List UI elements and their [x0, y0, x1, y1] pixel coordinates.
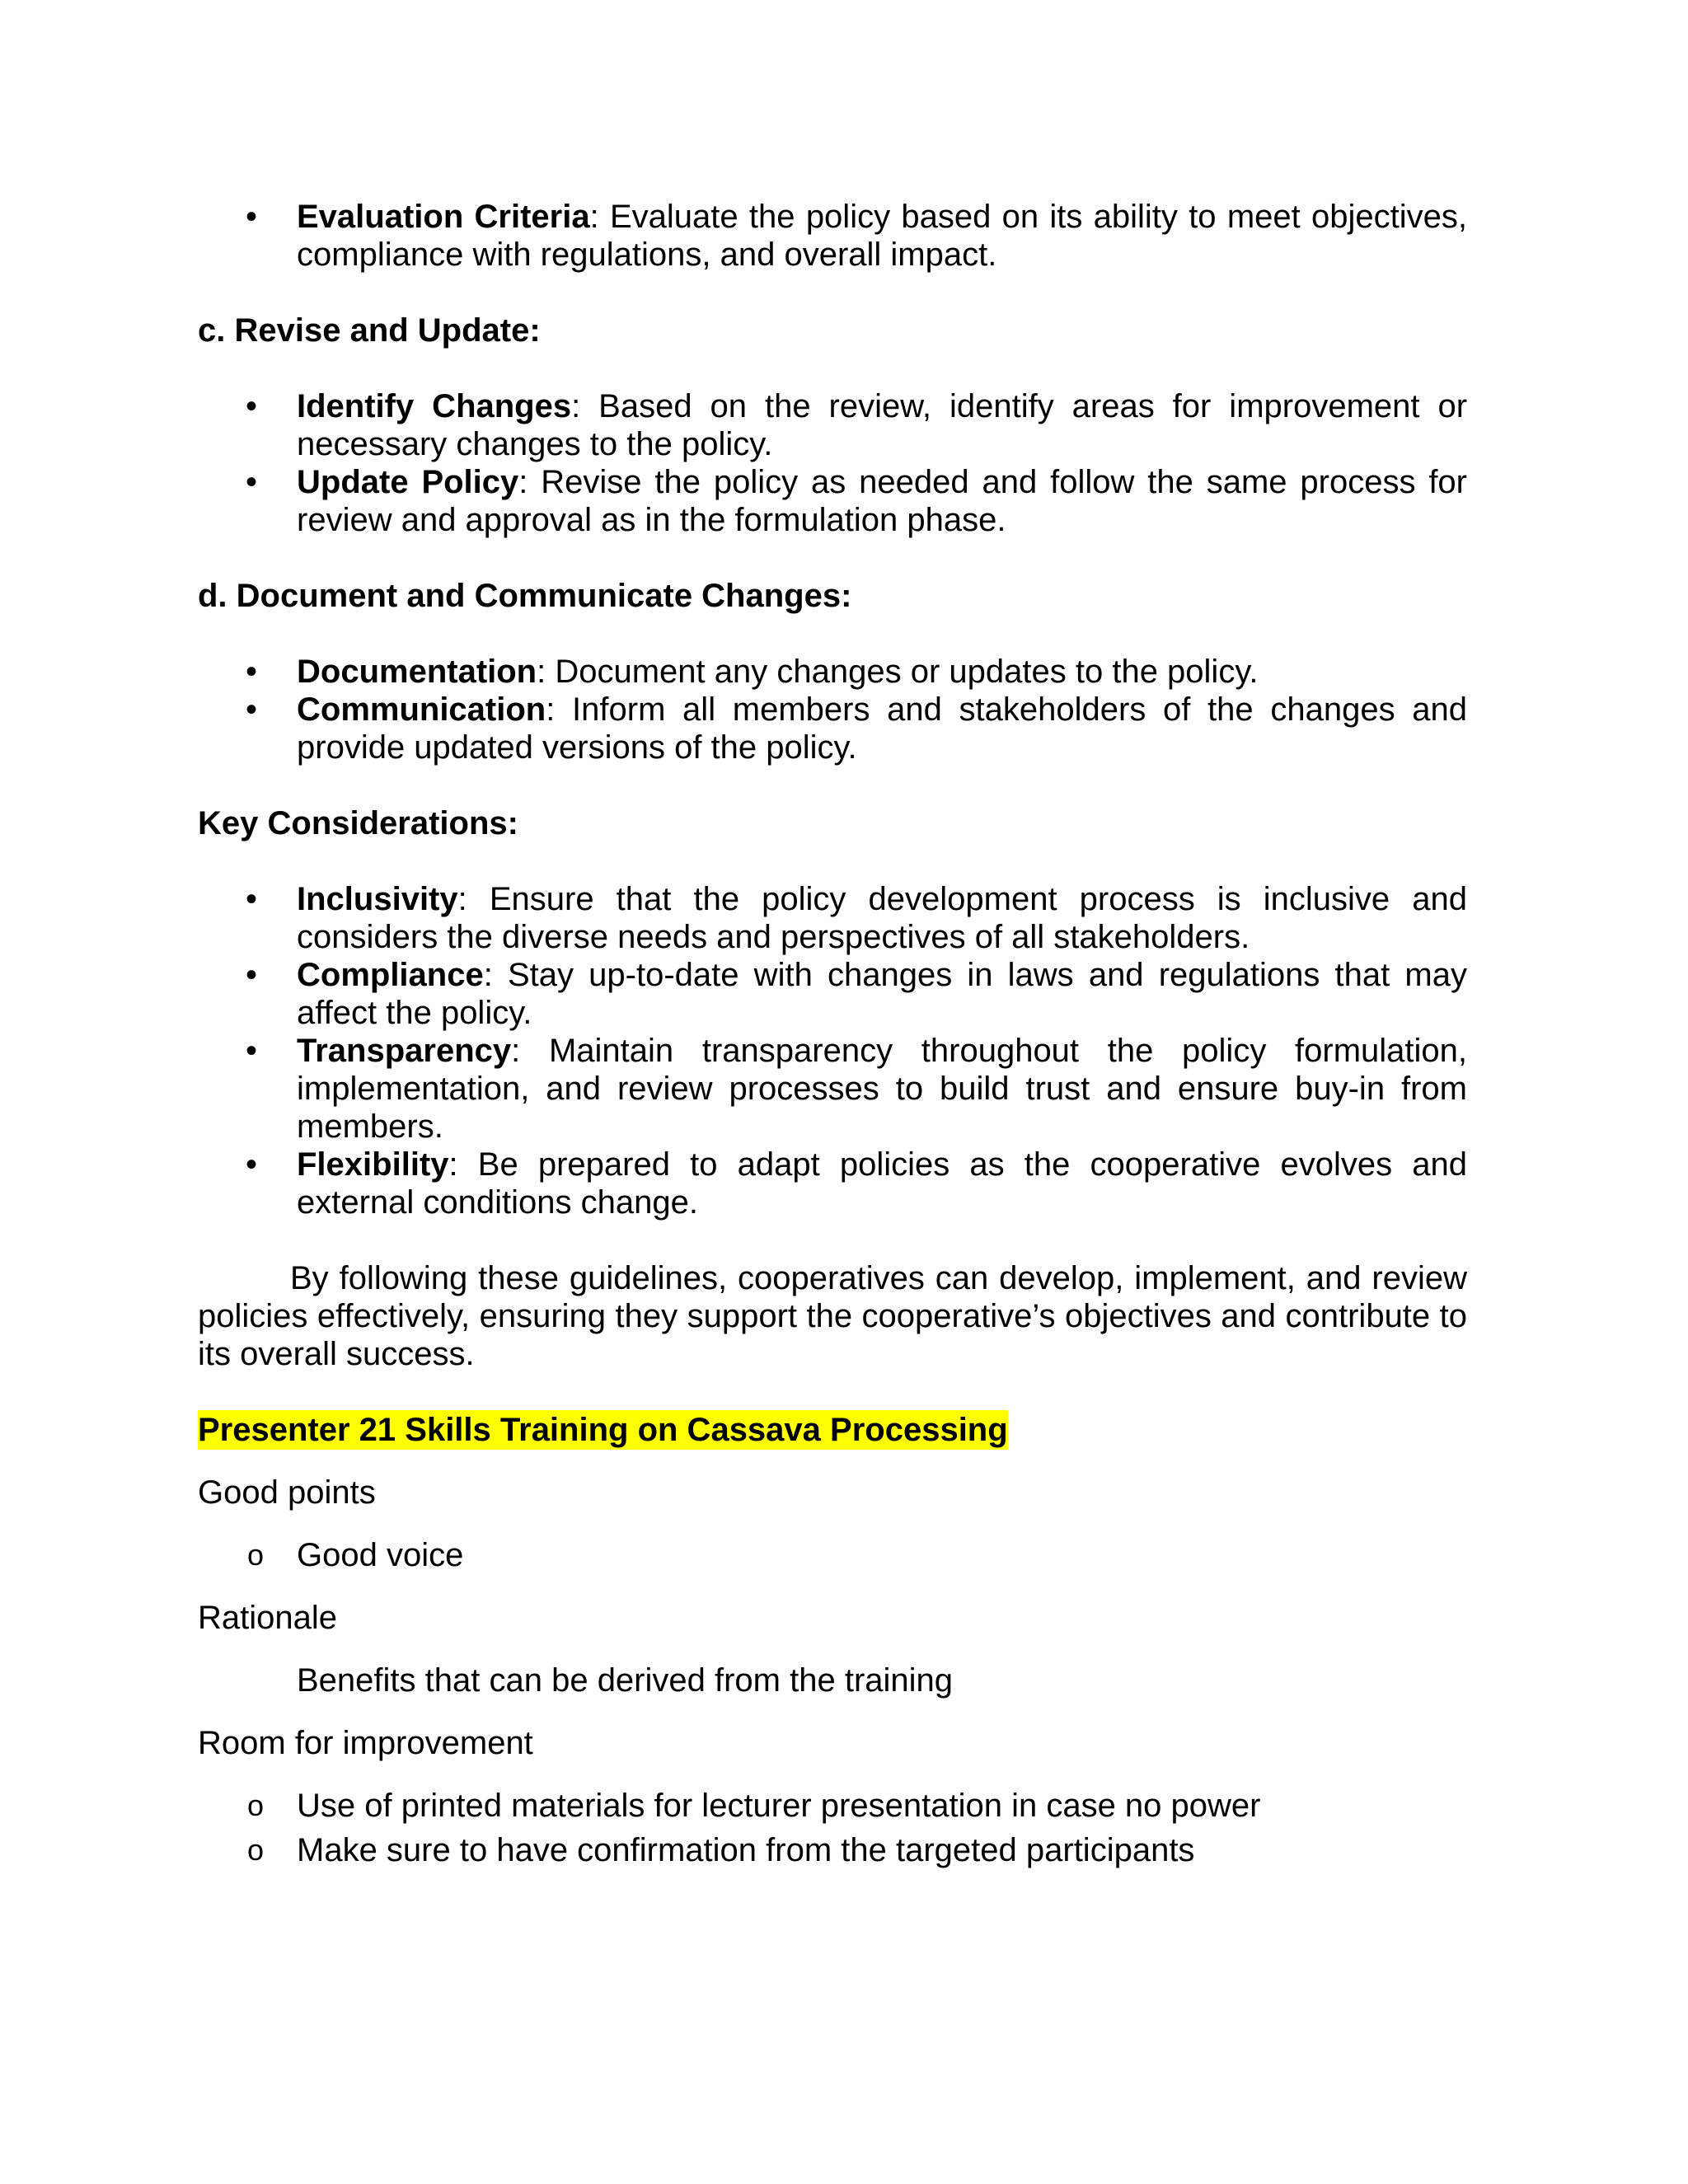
improvement-label: Room for improvement [198, 1725, 533, 1761]
item-term: Identify Changes [297, 388, 572, 424]
list-item [198, 880, 1467, 956]
good-points-label: Good points [198, 1474, 376, 1511]
item-text: Good voice [297, 1537, 464, 1573]
bullet-icon: • [246, 654, 258, 690]
rationale-label: Rationale [198, 1600, 338, 1636]
section-d-list [198, 653, 1467, 766]
list-item [198, 653, 1467, 691]
item-term: Transparency [297, 1033, 512, 1069]
item-text: Use of printed materials for lecturer presentation in case no power [297, 1788, 1261, 1824]
section-d-heading: d. Document and Communicate Changes: [198, 578, 852, 614]
bullet-icon: • [246, 691, 258, 728]
good-points-list [198, 1536, 1467, 1574]
list-item [198, 1831, 1467, 1869]
item-term: Compliance [297, 957, 484, 993]
item-text: : Revise the policy as needed and follow the same process for review and approval as in the formulation phase. [297, 464, 1467, 538]
circle-bullet-icon: o [247, 1833, 265, 1867]
item-text: : Inform all members and stakeholders of the changes and provide updated versions of the policy. [297, 691, 1467, 766]
list-item [198, 387, 1467, 463]
rationale-text: Benefits that can be derived from the training [297, 1662, 954, 1699]
page-content [198, 198, 1467, 1869]
bullet-icon: • [246, 464, 258, 500]
presenter-heading-line [198, 1411, 1467, 1449]
item-term: Flexibility [297, 1146, 449, 1183]
list-item [198, 1032, 1467, 1146]
item-text: : Based on the review, identify areas for improvement or necessary changes to the policy. [297, 388, 1468, 462]
key-considerations-heading: Key Considerations: [198, 805, 518, 841]
item-term: Inclusivity [297, 881, 458, 917]
bullet-icon: • [246, 881, 258, 917]
bullet-icon: • [246, 957, 258, 993]
item-text: : Ensure that the policy development process is inclusive and considers the diverse needs and perspectives of all stakeholders. [297, 881, 1467, 955]
list-item [198, 1536, 1467, 1574]
item-text: : Stay up-to-date with changes in laws and regulations that may affect the policy. [297, 957, 1467, 1031]
closing-paragraph: By following these guidelines, cooperatives can develop, implement, and review policies effectively, ensuring they support the cooperative’s objectives and contribute to its overall success. [198, 1260, 1467, 1372]
item-text: : Maintain transparency throughout the policy formulation, implementation, and review processes to build trust and ensure buy-in from members. [297, 1033, 1467, 1145]
list-item [198, 463, 1467, 539]
list-item [198, 956, 1467, 1032]
circle-bullet-icon: o [247, 1538, 265, 1572]
improvement-list [198, 1787, 1467, 1869]
item-text: : Document any changes or updates to the policy. [537, 654, 1259, 690]
bullet-icon: • [246, 388, 258, 424]
item-term: Update Policy [297, 464, 519, 500]
bullet-icon: • [246, 1146, 258, 1183]
section-c-list [198, 387, 1467, 539]
item-text: : Evaluate the policy based on its ability to meet objectives, compliance with regulations, and overall impact. [297, 199, 1468, 273]
list-item [198, 198, 1467, 274]
list-item [198, 1146, 1467, 1221]
list-item [198, 691, 1467, 766]
item-text: : Be prepared to adapt policies as the cooperative evolves and external conditions change. [297, 1146, 1467, 1221]
bullet-icon: • [246, 1033, 258, 1069]
bullet-icon: • [246, 199, 258, 235]
top-bullet-list [198, 198, 1467, 274]
item-text: Make sure to have confirmation from the targeted participants [297, 1832, 1195, 1868]
circle-bullet-icon: o [247, 1788, 265, 1822]
list-item [198, 1787, 1467, 1825]
item-term: Documentation [297, 654, 537, 690]
presenter-title: Presenter 21 Skills Training on Cassava Processing [198, 1412, 1008, 1448]
item-term: Evaluation Criteria [297, 199, 590, 235]
key-considerations-list [198, 880, 1467, 1221]
item-term: Communication [297, 691, 546, 728]
section-c-heading: c. Revise and Update: [198, 312, 541, 349]
